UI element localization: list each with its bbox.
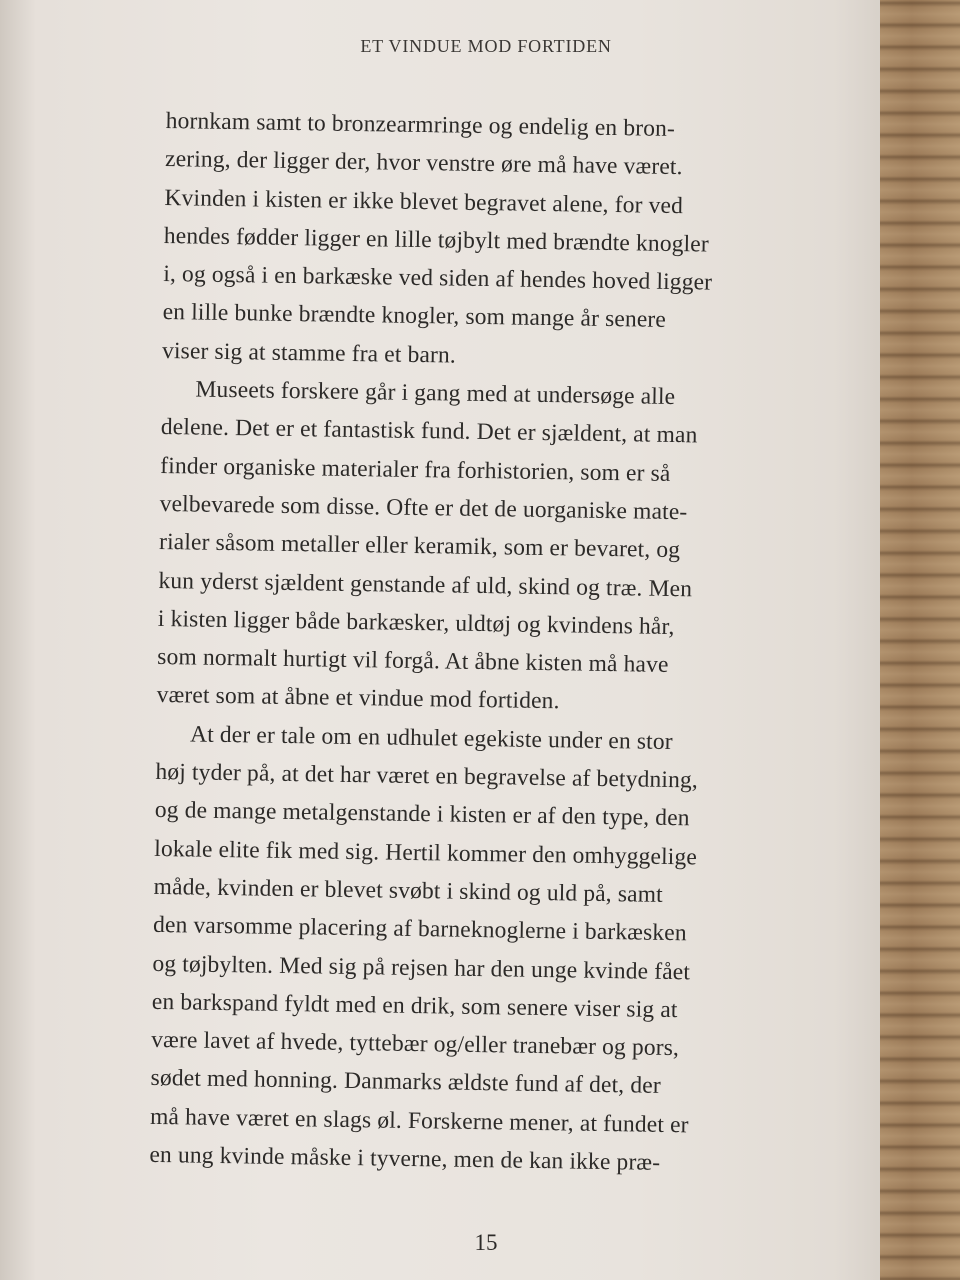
body-text <box>149 102 806 1184</box>
text-line: delene. Det er et fantastisk fund. Det er sjældent, at man <box>160 414 698 449</box>
text-line: og de mange metalgenstande i kisten er af den type, den <box>154 797 690 832</box>
text-line: velbevarede som disse. Ofte er det de uorganiske mate- <box>159 490 688 526</box>
text-line: i, og også i en barkæske ved siden af hendes hoved ligger <box>163 261 713 296</box>
text-line: hendes fødder ligger en lille tøjbylt med brændte knogler <box>163 222 710 258</box>
text-line: en ung kvinde måske i tyverne, men de kan ikke præ- <box>149 1141 661 1176</box>
text-line: den varsomme placering af barneknoglerne i barkæsken <box>152 912 687 947</box>
page-number: 15 <box>474 1230 498 1255</box>
text-line: måde, kvinden er blevet svøbt i skind og uld på, samt <box>153 873 664 908</box>
text-line: rialer såsom metaller eller keramik, som er bevaret, og <box>158 529 681 564</box>
paragraph-start-line: At der er tale om en udhulet egekiste under en stor <box>189 721 673 755</box>
running-head: ET VINDUE MOD FORTIDEN <box>360 36 612 56</box>
text-line: må have været en slags øl. Forskerne mener, at fundet er <box>149 1103 689 1139</box>
text-line: i kisten ligger både barkæsker, uldtøj og kvindens hår, <box>157 605 675 640</box>
text-line: været som at åbne et vindue mod fortiden. <box>156 682 560 715</box>
text-line: en lille bunke brændte knogler, som mange år senere <box>162 299 667 334</box>
text-line: en barkspand fyldt med en drik, som senere viser sig at <box>151 988 678 1023</box>
text-line: og tøjbylten. Med sig på rejsen har den unge kvinde fået <box>152 950 691 985</box>
paragraph-start-line: Museets forskere går i gang med at undersøge alle <box>195 376 676 411</box>
text-line: sødet med honning. Danmarks ældste fund af det, der <box>150 1065 661 1100</box>
text-line: Kvinden i kisten er ikke blevet begravet alene, for ved <box>164 184 684 219</box>
text-line: hornkam samt to bronzearmringe og endelig en bron- <box>165 107 676 142</box>
text-line: viser sig at stamme fra et barn. <box>161 337 457 369</box>
text-line: finder organiske materialer fra forhistorien, som er så <box>160 452 671 487</box>
wooden-table-background <box>880 0 960 1280</box>
text-line: lokale elite fik med sig. Hertil kommer den omhyggelige <box>154 835 698 871</box>
text-line: høj tyder på, at det har været en begravelse af betydning, <box>155 758 699 794</box>
text-line: zering, der ligger der, hvor venstre øre må have været. <box>164 146 683 181</box>
text-line: være lavet af hvede, tyttebær og/eller tranebær og pors, <box>151 1027 680 1062</box>
text-line: som normalt hurtigt vil forgå. At åbne kisten må have <box>157 644 669 679</box>
text-line: kun yderst sjældent genstande af uld, skind og træ. Men <box>158 567 693 602</box>
